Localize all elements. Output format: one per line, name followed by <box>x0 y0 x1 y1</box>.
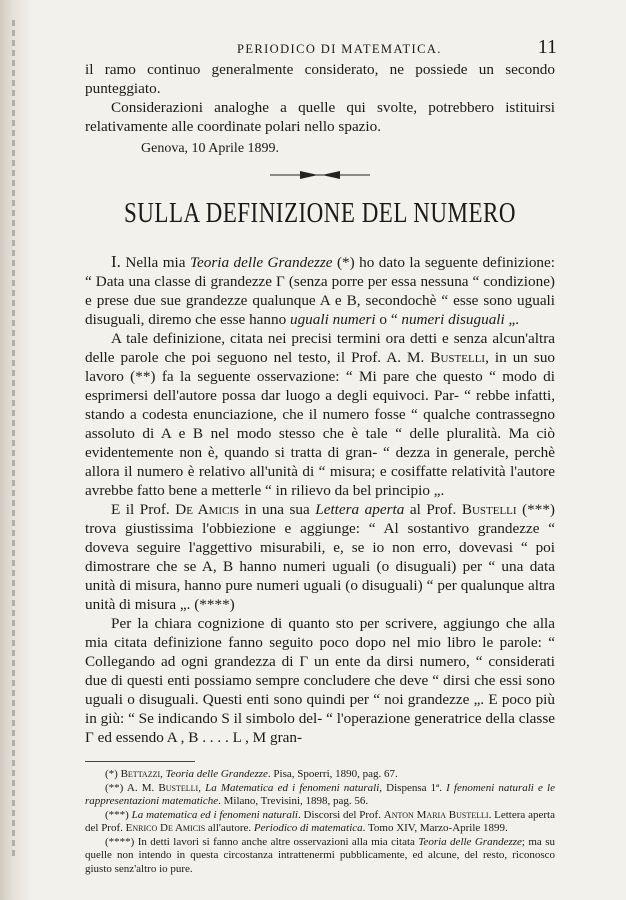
work-title: La Matematica ed i fenomeni naturali <box>205 781 380 794</box>
article-paragraph-4 <box>85 614 555 747</box>
footnote-4 <box>85 836 555 877</box>
text: (*) <box>105 768 121 780</box>
text: , Dispensa 1ª. <box>379 781 447 794</box>
footnote-2 <box>85 782 555 809</box>
footnote-1 <box>85 768 555 782</box>
text: in una sua <box>239 501 316 518</box>
work-title: Teoria delle Grandezze <box>165 768 268 780</box>
article-paragraph-3 <box>85 500 555 614</box>
text: (****) In detti lavori si fanno anche altre osservazioni alla mia citata <box>105 835 419 848</box>
text: . Milano, Trevisini, 1898, pag. 56. <box>218 795 369 807</box>
footnotes <box>85 768 555 876</box>
text: . Tomo XIV, Marzo-Aprile 1899. <box>362 822 508 834</box>
text: o “ <box>375 311 402 328</box>
text: „. <box>504 311 520 328</box>
text: Per la chiara cognizione di quanto sto per scrivere, aggiungo che alla mia citata definizione fanno seguito poco dopo nel mio libro le parole: “ Collegando ad ogni grandezza di Γ un ente da dirsi numero, “ considerati due di questi enti possiamo sempre concludere che deve “ dirsi che essi sono uguali o disuguali. Questi enti sono quindi per “ noi grandezze „. E poco più in giù: “ Se indicando S il simbolo del- “ l'operazione generatrice della classe Γ ed essendo A , B . . . . L , M gran- <box>85 615 555 746</box>
author-name: Bustelli <box>158 781 199 794</box>
text: , in un suo lavoro (**) fa la seguente osservazione: “ Mi pare che questo “ modo di esprimersi dell'autore possa dar luogo a degli equivoci. Par- “ rebbe infatti, stando a codesta enunciazione, che il numero fosse “ qualche contrassegno assoluto di A e B nel modo stesso che è tale “ delle pluralità. Ma ciò evidentemente non è, quando si tratta di gran- “ dezza in generale, perchè allora il numero è relativo all'unità di “ misura; e cosiffatte relatività l'autore avrebbe fatto bene a metterle “ in rilievo da bel principio „. <box>85 349 556 499</box>
text: , <box>198 781 206 794</box>
text: (***) trova giustissima l'obbiezione e aggiunge: “ Al sostantivo grandezze “ doveva seguire l'aggettivo misurabili, e, se io non erro, dovevasi “ poi dimostrare che se A, B hanno numeri uguali (o disuguali) per “ una data unità di misura, hanno pure numeri uguali (o disuguali) “ per qualunque altra unità di misura „. (****) <box>85 501 555 613</box>
text: . Discorsi del Prof. <box>297 808 384 821</box>
work-title: Teoria delle Grandezze <box>418 835 522 848</box>
section-ornament <box>270 168 370 182</box>
running-title: PERIODICO DI MATEMATICA. <box>237 42 442 56</box>
article-paragraph-1 <box>85 252 555 329</box>
text: A tale definizione, citata nei precisi termini ora detti e senza alcun'altra delle parole che poi seguono nel testo, il Prof. A. M. <box>85 330 555 366</box>
text: . Lettera aperta del Prof. <box>85 808 555 834</box>
journal-title: Periodico di matematica <box>253 822 363 834</box>
work-title: La matematica ed i fenomeni naturali <box>131 808 298 821</box>
prev-article-paragraph: Considerazioni analoghe a quelle qui svolte, potrebbero istituirsi relativamente alle coordinate polari nello spazio. <box>85 99 555 135</box>
text: E il Prof. <box>111 501 176 518</box>
text: (*) ho dato la seguente definizione: “ Data una classe di grandezze Γ (senza porre per essa nessuna “ condizione) e prese due sue grandezze qualunque A e B, secondochè “ esse sono uguali disuguali, diremo che esse hanno <box>85 254 555 328</box>
author-name: De Amicis <box>175 501 240 518</box>
page-number: 11 <box>537 36 557 58</box>
emphasis: uguali numeri <box>289 311 376 328</box>
author-name: Enrico De Amicis <box>125 822 206 834</box>
emphasis: numeri disuguali <box>401 311 505 328</box>
footnote-3 <box>85 809 555 836</box>
author-name: Bustelli <box>430 349 486 366</box>
dateline: Genova, 10 Aprile 1899. <box>141 141 280 156</box>
article-paragraph-2 <box>85 329 555 500</box>
author-name: Anton Maria Bustelli <box>383 808 489 821</box>
text: (**) A. M. <box>105 781 159 794</box>
text: . Pisa, Spoerri, 1890, pag. 67. <box>267 768 398 780</box>
prev-article-paragraph: il ramo continuo generalmente considerato, ne possiede un secondo punteggiato. <box>85 61 555 97</box>
work-title: I fenomeni naturali e le rappresentazioni matematiche <box>85 781 555 807</box>
section-number: I. <box>111 252 121 271</box>
text: Nella mia <box>120 254 190 271</box>
text: (***) <box>105 808 132 821</box>
article-body <box>85 252 555 747</box>
footnote-rule <box>85 761 195 762</box>
book-binding-edge <box>0 0 34 900</box>
book-title: Teoria delle Grandezze <box>189 254 333 271</box>
running-head <box>85 36 555 60</box>
text: al Prof. <box>404 501 462 518</box>
author-name: Bettazzi <box>120 768 161 780</box>
text: ; ma su quelle non intendo in questa circostanza intrattenermi pubblicamente, ed alcune, del resto, riconosco giusto senz'altro io pure. <box>85 835 555 875</box>
page-content <box>85 36 555 876</box>
author-name: Bustelli <box>461 501 517 518</box>
text: all'autore. <box>205 822 254 834</box>
article-title: SULLA DEFINIZIONE DEL NUMERO <box>124 196 516 228</box>
text: , <box>160 768 166 780</box>
work-title: Lettera aperta <box>315 501 405 518</box>
